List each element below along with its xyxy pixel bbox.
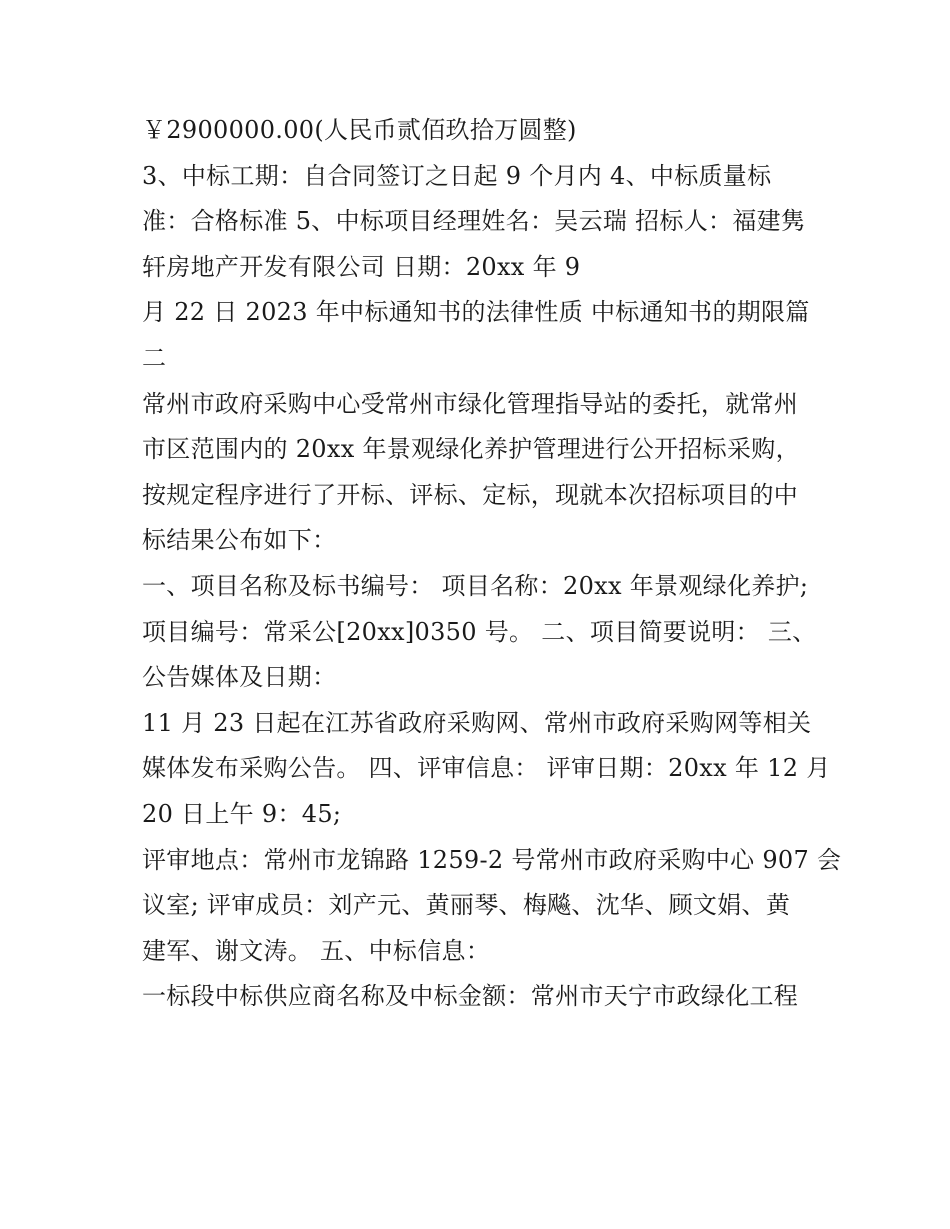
text-line: 评审地点：常州市龙锦路 1259-2 号常州市政府采购中心 907 会 [142,845,842,874]
text-line: 标结果公布如下： [142,526,337,555]
text-line: 公告媒体及日期： [142,663,337,692]
text-line: 市区范围内的 20xx 年景观绿化养护管理进行公开招标采购， [142,435,800,464]
text-line: 月 22 日 2023 年中标通知书的法律性质 中标通知书的期限篇 [142,298,810,327]
document-body [142,108,842,1020]
text-line: 媒体发布采购公告。 四、评审信息： 评审日期：20xx 年 12 月 [142,754,831,783]
text-line: 建军、谢文涛。 五、中标信息： [142,936,491,965]
text-line: 二 [142,343,167,372]
text-line: 项目编号：常采公[20xx]0350 号。 二、项目简要说明： 三、 [142,617,817,646]
text-line: 一、项目名称及标书编号： 项目名称：20xx 年景观绿化养护; [142,571,809,600]
text-line: 轩房地产开发有限公司 日期：20xx 年 9 [142,252,581,281]
text-line: 3、中标工期：自合同签订之日起 9 个月内 4、中标质量标 [142,161,772,190]
text-line: 准：合格标准 5、中标项目经理姓名：吴云瑞 招标人：福建隽 [142,207,806,236]
text-line: 常州市政府采购中心受常州市绿化管理指导站的委托，就常州 [142,389,799,418]
text-line: 11 月 23 日起在江苏省政府采购网、常州市政府采购网等相关 [142,708,812,737]
text-line: 20 日上午 9：45; [142,799,342,828]
text-line: 按规定程序进行了开标、评标、定标，现就本次招标项目的中 [142,480,799,509]
text-line: 一标段中标供应商名称及中标金额：常州市天宁市政绿化工程 [142,982,799,1011]
text-line: ￥2900000.00(人民币贰佰玖拾万圆整) [142,116,577,144]
text-line: 议室; 评审成员：刘产元、黄丽琴、梅飚、沈华、顾文娟、黄 [142,891,791,920]
